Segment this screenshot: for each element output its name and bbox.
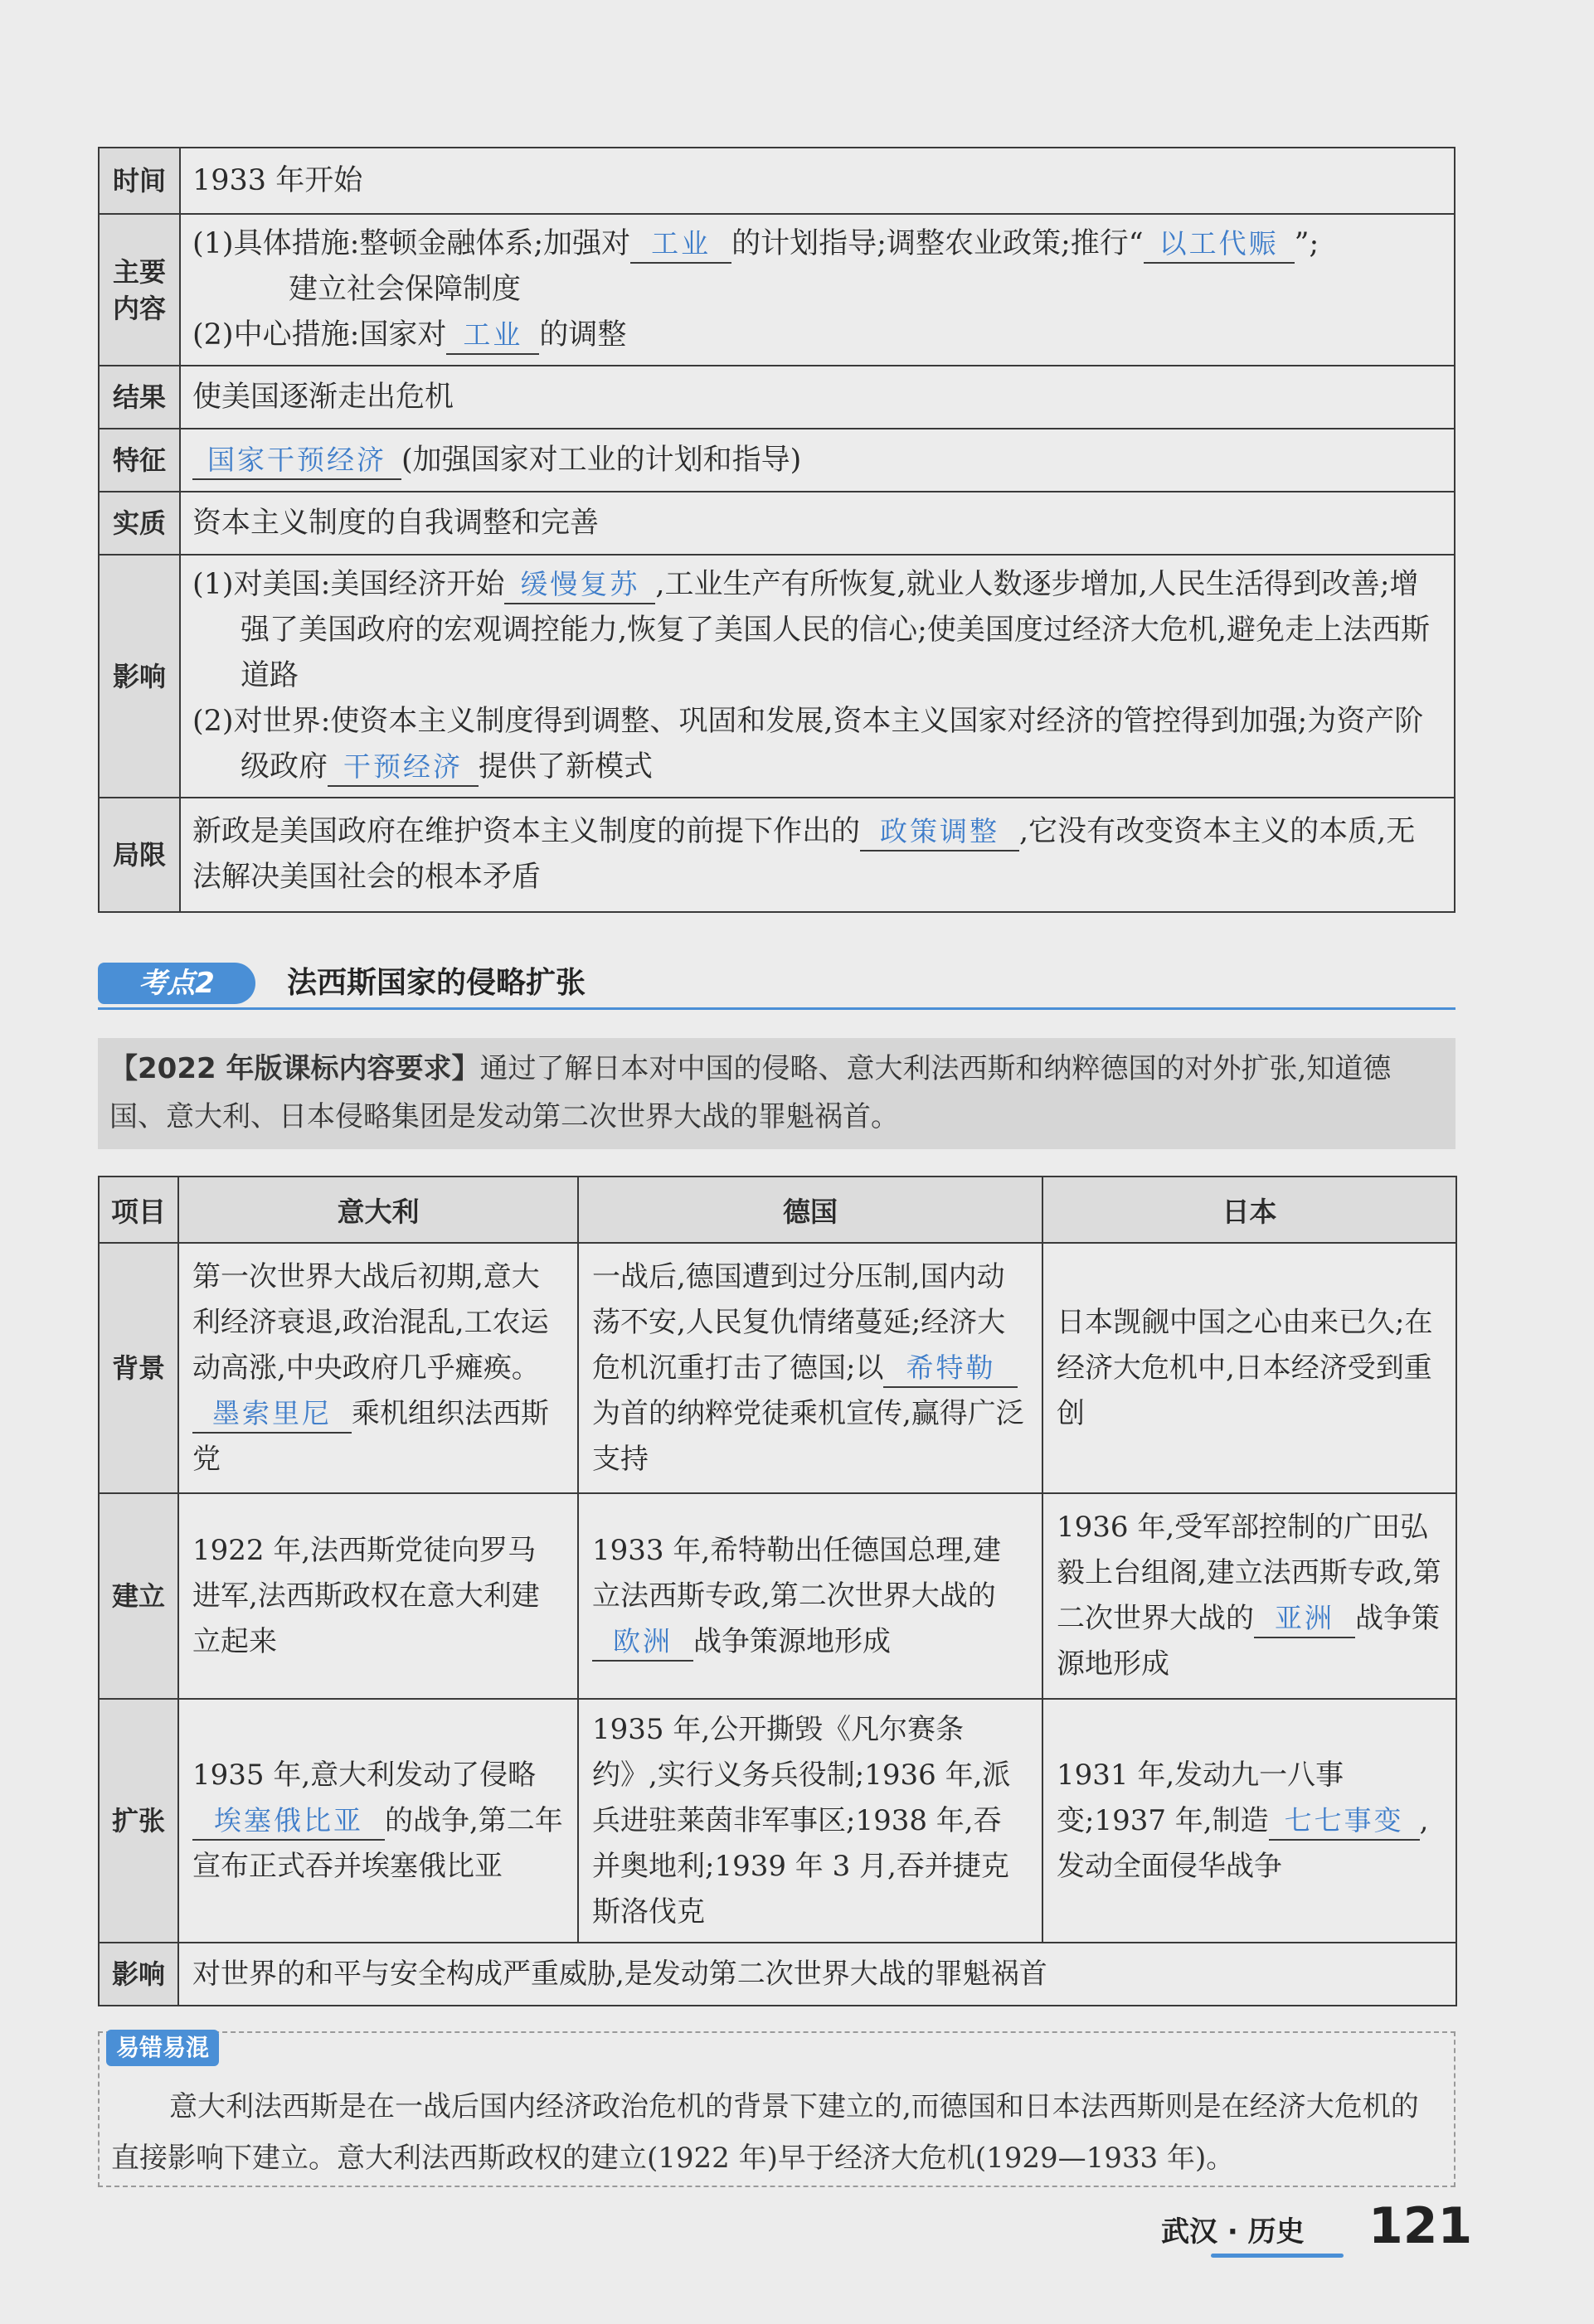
text: 为首的纳粹党徒乘机宣传,赢得广泛支持 — [592, 1396, 1024, 1476]
page-footer — [1161, 2194, 1473, 2268]
curriculum-requirement — [98, 1038, 1455, 1149]
content-line — [192, 699, 1442, 790]
row-content — [180, 429, 1455, 492]
fascism-table — [98, 1176, 1457, 2006]
table-row — [99, 1943, 1456, 2006]
row-label: 时间 — [99, 148, 180, 214]
cell-germany — [578, 1243, 1042, 1493]
column-header: 项目 — [99, 1177, 178, 1243]
requirement-label: 【2022 年版课标内容要求】 — [109, 1052, 480, 1085]
cell-italy — [178, 1243, 578, 1493]
text: ,发动全面侵华战争 — [1057, 1803, 1429, 1883]
text: 的战争,第二年宣布正式吞并埃塞俄比亚 — [192, 1803, 563, 1883]
row-content — [180, 555, 1455, 798]
answer-blank: 亚洲 — [1254, 1600, 1355, 1638]
content-line — [192, 562, 1442, 699]
row-label — [99, 214, 180, 366]
section-title: 法西斯国家的侵略扩张 — [287, 966, 586, 1000]
table-row — [99, 798, 1455, 912]
mistake-tag: 易错易混 — [106, 2030, 219, 2066]
answer-blank: 墨索里尼 — [192, 1395, 352, 1434]
answer-blank: 工业 — [446, 317, 539, 355]
text: 新政是美国政府在维护资本主义制度的前提下作出的 — [192, 815, 861, 848]
text: 1931 年,发动九一八事变;1937 年,制造 — [1057, 1758, 1344, 1837]
row-label: 结果 — [99, 366, 180, 429]
content-line — [192, 221, 1442, 313]
mistake-box — [98, 2031, 1455, 2187]
row-label: 影响 — [99, 555, 180, 798]
cell-germany: 1935 年,公开撕毁《凡尔赛条约》,实行义务兵役制;1936 年,派兵进驻莱茵非军事区;1938 年,吞并奥地利;1939 年 3 月,吞并捷克斯洛伐克 — [578, 1699, 1042, 1943]
column-header: 日本 — [1042, 1177, 1456, 1243]
mistake-text: 意大利法西斯是在一战后国内经济政治危机的背景下建立的,而德国和日本法西斯则是在经济大危机的直接影响下建立。意大利法西斯政权的建立(1922 年)早于经济大危机(1929—1933 年)。 — [111, 2090, 1419, 2175]
footer-subject: 武汉 · 历史 — [1161, 2215, 1305, 2249]
text: 战争策源地形成 — [693, 1624, 891, 1658]
row-content: 资本主义制度的自我调整和完善 — [180, 492, 1455, 555]
row-label: 特征 — [99, 429, 180, 492]
text: 一战后,德国遭到过分压制,国内动荡不安,人民复仇情绪蔓延;经济大危机沉重打击了德国;以 — [592, 1259, 1006, 1385]
text: (加强国家对工业的计划和指导) — [401, 443, 802, 477]
answer-blank: 埃塞俄比亚 — [192, 1802, 385, 1841]
text: 乘机组织法西斯党 — [192, 1396, 549, 1476]
row-label: 建立 — [99, 1493, 178, 1699]
text: (2)对世界:使资本主义制度得到调整、巩固和发展,资本主义国家对经济的管控得到加强;为资产阶级政府 — [192, 705, 1424, 784]
text: (1)具体措施:整顿金融体系;加强对 — [192, 227, 631, 260]
row-label: 影响 — [99, 1943, 178, 2006]
answer-blank: 缓慢复苏 — [504, 566, 655, 604]
cell-germany — [578, 1493, 1042, 1699]
text: 1936 年,受军部控制的广田弘毅上台组阁,建立法西斯专政,第二次世界大战的 — [1057, 1511, 1441, 1635]
cell-japan — [1042, 1493, 1456, 1699]
answer-blank: 干预经济 — [328, 749, 479, 787]
answer-blank: 七七事变 — [1269, 1802, 1420, 1841]
text: 提供了新模式 — [479, 750, 654, 784]
content-line — [192, 313, 1442, 358]
table-row — [99, 1493, 1456, 1699]
row-label-text: 主要内容 — [113, 255, 167, 324]
answer-blank: 工业 — [630, 226, 731, 264]
section-header — [98, 958, 1455, 1010]
table-row — [99, 429, 1455, 492]
table-row — [99, 1243, 1456, 1493]
cell-italy — [178, 1699, 578, 1943]
answer-blank: 欧洲 — [592, 1623, 693, 1662]
cell-italy: 1922 年,法西斯党徒向罗马进军,法西斯政权在意大利建立起来 — [178, 1493, 578, 1699]
row-content — [180, 214, 1455, 366]
column-header: 德国 — [578, 1177, 1042, 1243]
text: (1)对美国:美国经济开始 — [192, 568, 505, 601]
answer-blank: 希特勒 — [883, 1350, 1018, 1388]
section-tag: 考点2 — [98, 963, 255, 1004]
row-label: 扩张 — [99, 1699, 178, 1943]
text: 1935 年,意大利发动了侵略 — [192, 1758, 537, 1792]
table-row — [99, 214, 1455, 366]
row-label: 局限 — [99, 798, 180, 912]
answer-blank: 以工代赈 — [1144, 226, 1295, 264]
row-content: 使美国逐渐走出危机 — [180, 366, 1455, 429]
footer-underline — [1211, 2254, 1344, 2258]
row-label: 实质 — [99, 492, 180, 555]
text: (2)中心措施:国家对 — [192, 318, 447, 352]
text: ,它没有改变资本主义的本质,无法解决美国社会的根本矛盾 — [192, 815, 1416, 894]
answer-blank: 国家干预经济 — [192, 442, 401, 480]
table-row — [99, 366, 1455, 429]
text: 的计划指导;调整农业政策;推行“ — [731, 227, 1144, 260]
answer-blank: 政策调整 — [860, 813, 1019, 851]
text: 的调整 — [539, 318, 627, 352]
row-content: 1933 年开始 — [180, 148, 1455, 214]
text: 战争策源地形成 — [1057, 1602, 1440, 1681]
cell-japan: 日本觊觎中国之心由来已久;在经济大危机中,日本经济受到重创 — [1042, 1243, 1456, 1493]
new-deal-table — [98, 147, 1455, 913]
text: ,工业生产有所恢复,就业人数逐步增加,人民生活得到改善;增强了美国政府的宏观调控能力,恢复了美国人民的信心;使美国度过经济大危机,避免走上法西斯道路 — [241, 568, 1431, 692]
text: 第一次世界大战后初期,意大利经济衰退,政治混乱,工农运动高涨,中央政府几乎瘫痪。 — [192, 1259, 549, 1385]
text: 1933 年,希特勒出任德国总理,建立法西斯专政,第二次世界大战的 — [592, 1533, 1001, 1613]
row-label: 背景 — [99, 1243, 178, 1493]
text: 建立社会保障制度 — [289, 273, 522, 306]
table-row — [99, 492, 1455, 555]
table-header-row — [99, 1177, 1456, 1243]
column-header: 意大利 — [178, 1177, 578, 1243]
table-row — [99, 148, 1455, 214]
cell-impact: 对世界的和平与安全构成严重威胁,是发动第二次世界大战的罪魁祸首 — [178, 1943, 1456, 2006]
row-content — [180, 798, 1455, 912]
table-row — [99, 555, 1455, 798]
cell-japan — [1042, 1699, 1456, 1943]
requirement-text: 通过了解日本对中国的侵略、意大利法西斯和纳粹德国的对外扩张,知道德国、意大利、日本侵略集团是发动第二次世界大战的罪魁祸首。 — [109, 1052, 1392, 1133]
table-row — [99, 1699, 1456, 1943]
text: ”; — [1294, 227, 1319, 260]
page-number: 121 — [1368, 2197, 1473, 2255]
